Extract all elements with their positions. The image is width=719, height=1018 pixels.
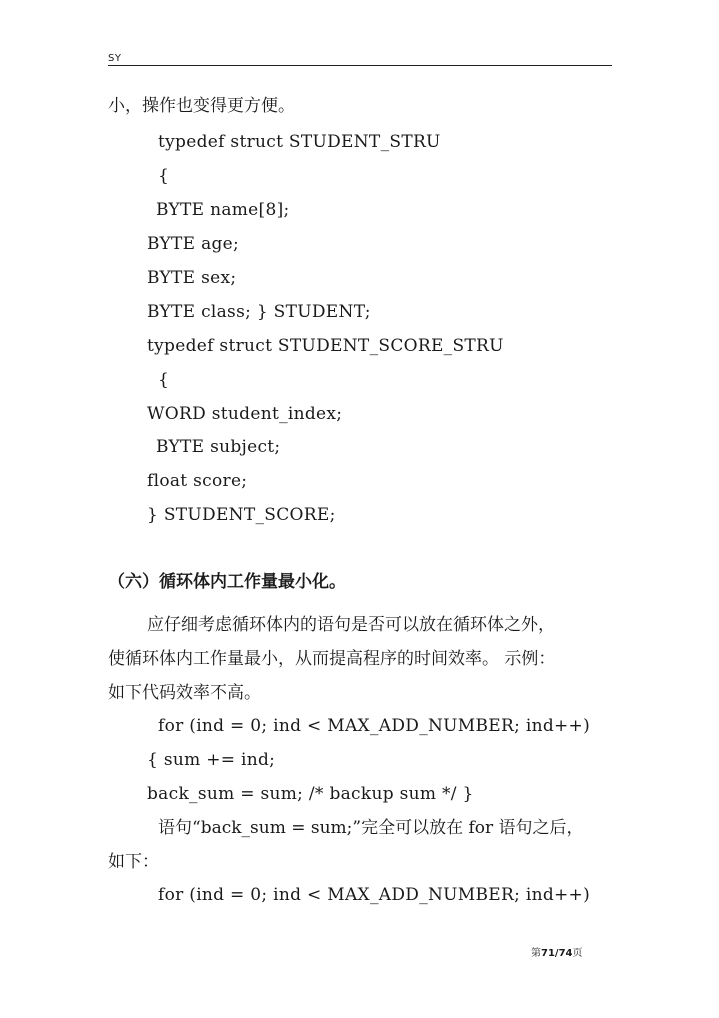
code-line: BYTE sex; [147,268,237,288]
page-number-total: 74 [558,948,573,959]
page-number-prefix: 第 [531,948,541,959]
page-number-current: 71 [541,948,555,959]
page-header-label: SY [108,53,122,64]
code-line: typedef struct STUDENT_STRU [158,132,441,152]
code-line: { [158,166,170,186]
code-line: { sum += ind; [147,750,276,770]
code-line: { [158,370,170,390]
code-line: for (ind = 0; ind < MAX_ADD_NUMBER; ind++) [158,885,591,905]
code-line: WORD student_index; [147,404,343,424]
code-line: } STUDENT_SCORE; [147,505,336,525]
code-line: BYTE age; [147,234,240,254]
code-line: for (ind = 0; ind < MAX_ADD_NUMBER; ind++) [158,716,591,736]
paragraph-line: 如下： [108,852,159,872]
page-number-separator: / [554,948,559,959]
code-line: typedef struct STUDENT_SCORE_STRU [147,336,504,356]
paragraph-line: 使循环体内工作量最小，从而提高程序的时间效率。 示例： [108,649,556,669]
paragraph-line: 小，操作也变得更方便。 [108,96,295,116]
code-line: BYTE class; } STUDENT; [147,302,371,322]
section-heading: （六）循环体内工作量最小化。 [108,572,346,592]
page-number-suffix: 页 [572,948,583,959]
code-line: BYTE name[8]; [156,200,290,220]
code-line: back_sum = sum; /* backup sum */ } [147,784,474,804]
paragraph-line: 语句“back_sum = sum;”完全可以放在 for 语句之后， [158,818,584,838]
code-line: float score; [147,471,248,491]
page-number [531,944,583,959]
paragraph-line: 如下代码效率不高。 [108,683,261,703]
paragraph-line: 应仔细考虑循环体内的语句是否可以放在循环体之外， [147,615,555,635]
code-line: BYTE subject; [156,437,281,457]
header-divider [108,65,612,66]
